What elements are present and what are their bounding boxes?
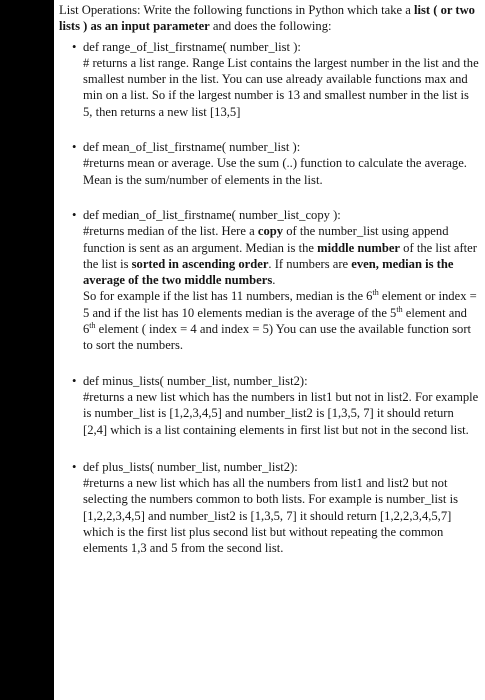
bullet-icon: • — [72, 459, 77, 474]
document-page — [54, 0, 485, 700]
function-description: #returns mean or average. Use the sum (..) function to calculate the average. Mean is the sum/number of elements in the list. — [83, 156, 467, 187]
function-signature: def mean_of_list_firstname( number_list ): — [83, 140, 301, 155]
intro-bold-text: list ( or two lists ) as an input parameter — [59, 3, 475, 34]
bullet-icon: • — [72, 39, 77, 54]
function-item-minus-lists — [59, 373, 479, 438]
function-signature: def minus_lists( number_list, number_list2): — [83, 373, 308, 388]
bullet-icon: • — [72, 207, 77, 222]
intro-text: List Operations: Write the following functions in Python which take a — [59, 3, 414, 17]
bullet-icon: • — [72, 373, 77, 388]
function-signature: def range_of_list_firstname( number_list ): — [83, 39, 301, 54]
function-item-plus-lists — [59, 459, 479, 557]
function-description: #returns a new list which has all the numbers from list1 and list2 but not selecting the numbers common to both lists. For example is number_list is [1,2,2,3,4,5] and number_list2 is [1,3,5, 7] it should return [1,2,2,3,4,5,7] which is the first list plus second list but without repeating the common elements 1,3 and 5 from the second list. — [83, 476, 458, 556]
intro-text-end: and does the following: — [209, 19, 332, 34]
bullet-icon: • — [72, 140, 77, 155]
function-item-median — [59, 207, 479, 354]
function-description: # returns a list range. Range List contains the largest number in the list and the smallest number in the list. You can use already available functions max and min on a list. So if the largest number is 13 and smallest number in the list is 5, then returns a new list [13,5] — [83, 55, 479, 119]
function-description: #returns a new list which has the numbers in list1 but not in list2. For example is number_list is [1,2,3,4,5] and number_list2 is [1,3,5, 7] it should return [2,4] which is a list containing elements in first list but not in the second list. — [83, 389, 479, 437]
function-item-range — [59, 39, 479, 120]
intro-paragraph — [59, 2, 479, 35]
function-description: #returns median of the list. Here a copy of the number_list using append function is sent as an argument. Median is the middle number of the list after the list is sorted in ascending order. If numbers are even, median is the average of the two middle numbers. — [83, 224, 477, 288]
function-item-mean — [59, 139, 479, 188]
function-signature: def median_of_list_firstname( number_list_copy ): — [83, 207, 341, 222]
function-signature: def plus_lists( number_list, number_list2): — [83, 459, 298, 474]
function-description-example: So for example if the list has 11 numbers, median is the 6th element or index = 5 and if the list has 10 elements median is the average of the 5th element and 6th element ( index = 4 and index = 5) You can use the available function sort to sort the numbers. — [83, 288, 477, 353]
